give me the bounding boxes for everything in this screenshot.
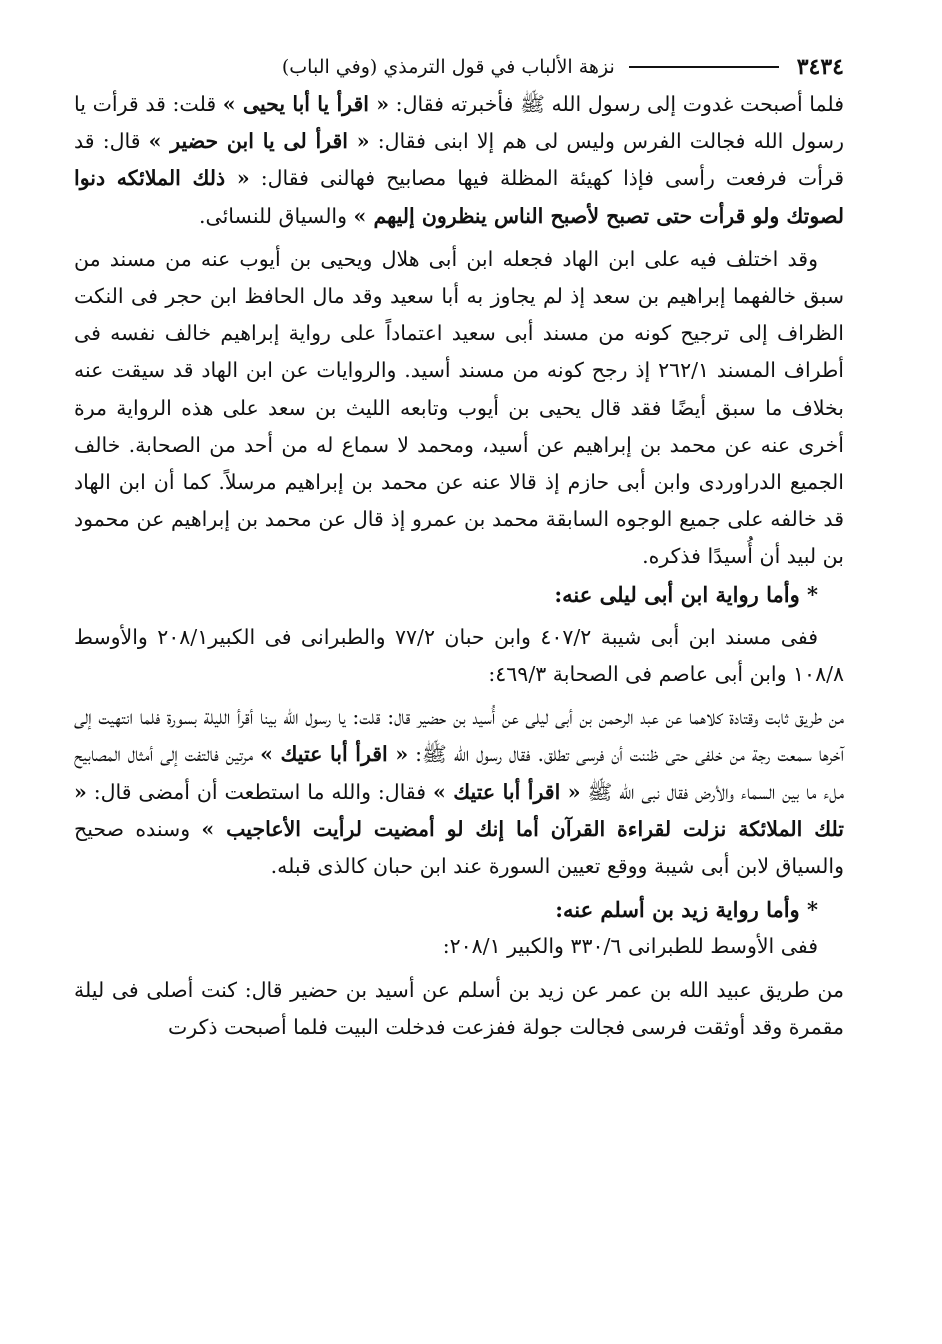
- body-text: [74, 86, 844, 1046]
- paragraph-hadith-3: من طريق عبيد الله بن عمر عن زيد بن أسلم عن أسيد بن حضير قال: كنت أصلى فى ليلة مقمرة وقد أوثقت فرسى فجالت جولة ففزعت فدخلت البيت فلما أصبحت ذكرت: [74, 977, 844, 1039]
- paragraph-sources-1: ففى مسند ابن أبى شيبة ٤٠٧/٢ وابن حبان ٧٧/٢ والطبرانى فى الكبير٢٠٨/١ والأوسط ١٠٨/٨ وابن أبى عاصم فى الصحابة ٤٦٩/٣:: [74, 624, 844, 687]
- text-run: والسياق للنسائى.: [198, 203, 354, 228]
- paragraph-sources-2: ففى الأوسط للطبرانى ٣٣٠/٦ والكبير ٢٠٨/١:: [442, 934, 818, 959]
- text-run: فلما أصبحت غدوت إلى رسول الله ﷺ فأخبرته فقال:: [389, 92, 844, 116]
- bold-quote: « اقرأ أبا عتيك »: [432, 779, 581, 804]
- running-title: نزهة الألباب في قول الترمذي (وفي الباب): [281, 56, 615, 78]
- text-run: من طريق ثابت وقتادة كلاهما عن عبد الرحمن بن أبى ليلى عن أُسيد بن حضير قال: قلت: يا رسول الله بينا أقرأ الليلة بسورة فلما انتهيت إلى آخرها سمعت رجة من خلفى حتى ظننت أن فرسى تطلق. فقال رسول الله ﷺ:: [74, 705, 845, 767]
- section-heading-zayd-ibn-aslam: * وأما رواية زيد بن أسلم عنه:: [555, 897, 818, 923]
- text-run: وسنده صحيح والسياق لابن أبى شيبة ووقع تعيين السورة عند ابن حبان كالذى قبله.: [74, 816, 844, 879]
- bold-quote: « اقرأ يا أبا يحيى »: [222, 92, 390, 116]
- paragraph-hadith-2: [74, 699, 844, 885]
- paragraph-hadith-1: [74, 86, 844, 235]
- bold-quote: « اقرأ لى يا ابن حضير »: [148, 129, 370, 154]
- bold-quote: « تلك الملائكة نزلت لقراءة القرآن أما إنك لو أمضيت لرأيت الأعاجيب »: [74, 779, 845, 841]
- header-rule: [629, 66, 779, 68]
- running-header: [74, 48, 844, 86]
- text-run: قال: قد قرأت فرفعت رأسى فإذا كهيئة المظلة فيها مصابيح فهالنى فقال:: [74, 129, 844, 191]
- text-run: مرتين فالتفت إلى أمثال المصابيح ملء ما بين السماء والأرض فقال نبى الله ﷺ: [74, 742, 845, 804]
- paragraph-discussion: وقد اختلف فيه على ابن الهاد فجعله ابن أبى هلال ويحيى بن أيوب عنه من مسند من سبق خالفهما إبراهيم بن سعد إذ لم يجاوز به أبا سعيد وقد مال الحافظ ابن حجر فى النكت الظراف إلى ترجيح كونه من مسند أبى سعيد اعتماداً على رواية إبراهيم خالف نفسه فى أطراف المسند ٢٦٢/١ إذ رجح كونه من مسند أسيد. والروايات عن ابن الهاد قد سيقت عنه بخلاف ما سبق أيضًا فقد قال يحيى بن أيوب وتابعه الليث بن سعد على هذه الرواية مرة أخرى عنه عن محمد بن إبراهيم عن أسيد، ومحمد لا سماع له من أحد من الصحابة. خالف الجميع الدراوردى وابن أبى حازم إذ قالا عنه عن محمد بن إبراهيم مرسلاً. كما أن ابن الهاد قد خالفه على جميع الوجوه السابقة محمد بن عمرو إذ قال عن محمد بن إبراهيم عن محمود بن لبيد أن أُسيدًا فذكره.: [74, 246, 844, 569]
- page-number: ٣٤٣٤: [796, 54, 844, 80]
- bold-quote: « اقرأ أبا عتيك »: [260, 742, 409, 767]
- bold-quote: « ذلك الملائكه دنوا لصوتك ولو قرأت حتى تصبح لأصبح الناس ينظرون إليهم »: [74, 166, 844, 228]
- text-run: قلت: قد قرأت يا رسول الله فجالت الفرس وليس لى هم إلا ابنى فقال:: [74, 92, 844, 154]
- document-page: [74, 48, 844, 1308]
- text-run: فقال: والله ما استطعت أن أمضى قال:: [86, 779, 433, 804]
- section-heading-ibn-abi-layla: * وأما رواية ابن أبى ليلى عنه:: [554, 581, 818, 607]
